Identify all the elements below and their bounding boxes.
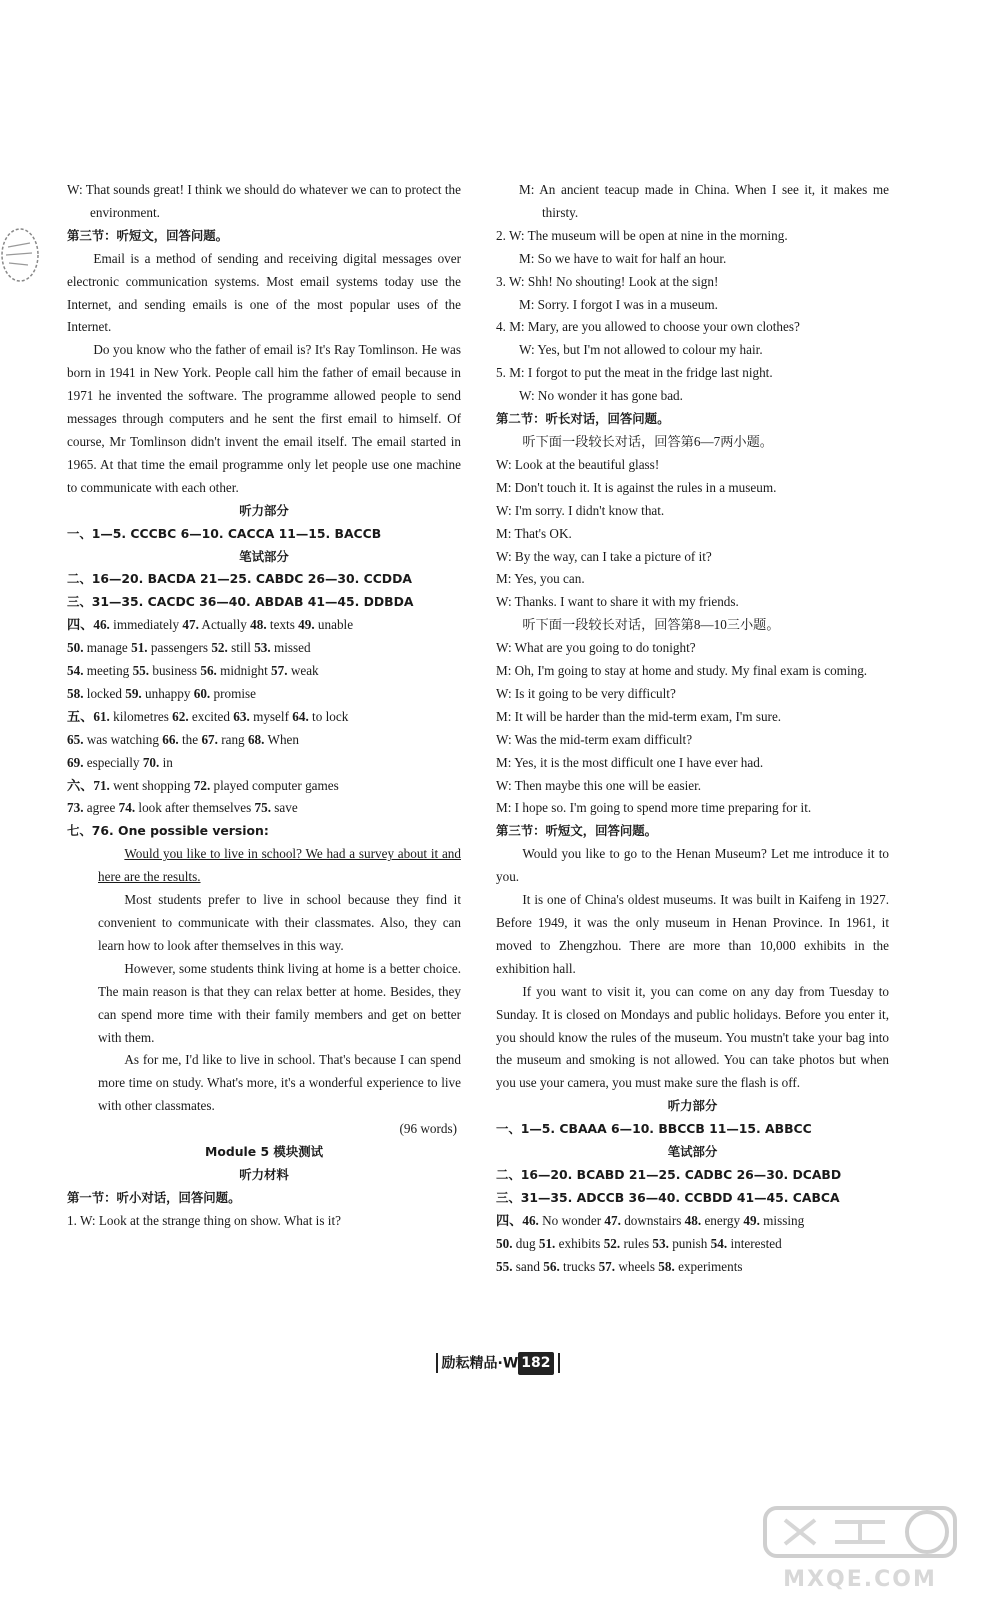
text-line: 听力部分 bbox=[239, 502, 289, 518]
margin-stamp-icon bbox=[0, 225, 44, 285]
text-line: 三、31—35. CACDC 36—40. ABDAB 41—45. DDBDA bbox=[67, 594, 414, 610]
text-line: It is one of China's oldest museums. It was built in Kaifeng in 1927. Before 1949, it was the only museum in Henan Province. In 1961, it moved to Zhengzhou. There are more than 10,000 exhibits in the exhibition hall. bbox=[496, 892, 889, 976]
text-line: As for me, I'd like to live in school. That's because I can spend more time on study. What's more, it's a wonderful experience to live with other classmates. bbox=[98, 1052, 461, 1114]
text-line: (96 words) bbox=[399, 1121, 457, 1137]
model-essay bbox=[67, 843, 461, 1141]
text-line: 第二节：听长对话，回答问题。 bbox=[496, 411, 670, 427]
text-line: Would you like to live in school? We had a survey about it and here are the results. bbox=[98, 846, 461, 885]
text-line: 三、31—35. ADCCB 36—40. CCBDD 41—45. CABCA bbox=[496, 1189, 840, 1205]
text-line: Email is a method of sending and receiving digital messages over electronic communication systems. Most email systems today use the Internet, and sending emails is one of the most popular uses of the Internet. bbox=[67, 250, 461, 335]
text-line: 54. meeting 55. business 56. midnight 57. weak bbox=[67, 663, 319, 679]
text-line: 一、1—5. CBAAA 6—10. BBCCB 11—15. ABBCC bbox=[496, 1121, 812, 1137]
text-line: 四、46. immediately 47. Actually 48. texts 49. unable bbox=[67, 617, 354, 633]
text-line: 笔试部分 bbox=[239, 548, 289, 564]
right-column bbox=[496, 179, 889, 1279]
watermark-logo-icon bbox=[755, 1500, 965, 1595]
text-line: 4. M: Mary, are you allowed to choose your own clothes? bbox=[496, 319, 800, 335]
text-line: Do you know who the father of email is? It's Ray Tomlinson. He was born in 1941 in New York. People call him the father of email because in 1971 he invented the software. The programme allowed people to send messages through computers and he sent the first email to himself. Of course, Mr Tomlinson didn't invent the email itself. The email started in 1965. At that time the email programme only let people use one machine to communicate with each other. bbox=[67, 342, 461, 495]
text-line: M: It will be harder than the mid-term exam, I'm sure. bbox=[496, 708, 782, 724]
text-line: M: Don't touch it. It is against the rules in a museum. bbox=[496, 479, 777, 495]
text-line: If you want to visit it, you can come on any day from Tuesday to Sunday. It is closed on Mondays and public holidays. Before you enter it, you should know the rules of the museum. You mustn't take your bag into the museum and smoking is not allowed. You can take photos but when you use your camera, you must make sure the flash is off. bbox=[496, 983, 889, 1091]
text-line: 二、16—20. BACDA 21—25. CABDC 26—30. CCDDA bbox=[67, 571, 412, 587]
text-line: 73. agree 74. look after themselves 75. save bbox=[67, 800, 298, 816]
text-line: 五、61. kilometres 62. excited 63. myself 64. to lock bbox=[67, 708, 349, 724]
text-line: 二、16—20. BCABD 21—25. CADBC 26—30. DCABD bbox=[496, 1166, 842, 1182]
text-line: M: Yes, you can. bbox=[496, 571, 585, 587]
text-line: 第一节：听小对话，回答问题。 bbox=[67, 1189, 241, 1205]
text-line: 听下面一段较长对话，回答第8—10三小题。 bbox=[522, 617, 780, 633]
text-line: Module 5 模块测试 bbox=[205, 1144, 323, 1160]
page-number: 182 bbox=[518, 1352, 553, 1375]
text-line: 55. sand 56. trucks 57. wheels 58. experiments bbox=[496, 1258, 743, 1274]
text-line: M: Sorry. I forgot I was in a museum. bbox=[519, 296, 718, 312]
footer-bar-right bbox=[558, 1353, 560, 1373]
text-line: Would you like to go to the Henan Museum? Let me introduce it to you. bbox=[496, 846, 889, 885]
text-line: W: Look at the beautiful glass! bbox=[496, 456, 660, 472]
text-line: M: Yes, it is the most difficult one I have ever had. bbox=[496, 754, 764, 770]
text-line: 第三节：听短文，回答问题。 bbox=[496, 823, 658, 839]
text-line: 2. W: The museum will be open at nine in the morning. bbox=[496, 227, 788, 243]
text-line: 四、46. No wonder 47. downstairs 48. energy 49. missing bbox=[496, 1212, 805, 1228]
text-line: However, some students think living at home is a better choice. The main reason is that they can relax better at home. Besides, they can spend more time with their family members and get on better with them. bbox=[98, 960, 461, 1045]
text-line: M: I hope so. I'm going to spend more time preparing for it. bbox=[496, 800, 812, 816]
text-line: 1. W: Look at the strange thing on show. What is it? bbox=[67, 1212, 341, 1228]
text-line: 听下面一段较长对话，回答第6—7两小题。 bbox=[522, 433, 773, 449]
text-line: W: Thanks. I want to share it with my friends. bbox=[496, 594, 739, 610]
text-line: M: An ancient teacup made in China. When I see it, it makes me thirsty. bbox=[519, 182, 889, 220]
text-line: M: That's OK. bbox=[496, 525, 572, 541]
text-line: 3. W: Shh! No shouting! Look at the sign! bbox=[496, 273, 719, 289]
text-line: 50. dug 51. exhibits 52. rules 53. punish 54. interested bbox=[496, 1235, 782, 1251]
text-line: 5. M: I forgot to put the meat in the fridge last night. bbox=[496, 365, 773, 381]
left-column bbox=[67, 179, 461, 1233]
text-line: 一、1—5. CCCBC 6—10. CACCA 11—15. BACCB bbox=[67, 525, 382, 541]
text-line: 六、71. went shopping 72. played computer games bbox=[67, 777, 339, 793]
text-line: 听力材料 bbox=[239, 1166, 289, 1182]
text-line: 七、76. One possible version: bbox=[67, 823, 269, 839]
text-line: W: What are you going to do tonight? bbox=[496, 640, 696, 656]
text-line: W: No wonder it has gone bad. bbox=[519, 388, 683, 404]
text-line: M: So we have to wait for half an hour. bbox=[519, 250, 727, 266]
text-line: 69. especially 70. in bbox=[67, 754, 173, 770]
text-line: 65. was watching 66. the 67. rang 68. When bbox=[67, 731, 299, 747]
footer-brand: 励耘精品·W bbox=[441, 1355, 519, 1372]
text-line: 听力部分 bbox=[667, 1098, 718, 1114]
text-line: 笔试部分 bbox=[667, 1144, 718, 1160]
page-footer bbox=[0, 1352, 995, 1375]
text-line: Most students prefer to live in school because they find it convenient to communicate with their classmates. Also, they can learn how to look after themselves in this way. bbox=[98, 892, 461, 953]
text-line: W: By the way, can I take a picture of it? bbox=[496, 548, 712, 564]
footer-bar-left bbox=[436, 1353, 438, 1373]
text-line: 第三节：听短文，回答问题。 bbox=[67, 227, 229, 243]
text-line: 50. manage 51. passengers 52. still 53. missed bbox=[67, 640, 311, 656]
text-line: W: Is it going to be very difficult? bbox=[496, 685, 676, 701]
text-line: W: I'm sorry. I didn't know that. bbox=[496, 502, 665, 518]
text-line: W: Then maybe this one will be easier. bbox=[496, 777, 702, 793]
text-line: W: That sounds great! I think we should do whatever we can to protect the environment. bbox=[67, 182, 461, 220]
text-line: W: Was the mid-term exam difficult? bbox=[496, 731, 693, 747]
text-line: 58. locked 59. unhappy 60. promise bbox=[67, 685, 257, 701]
text-line: W: Yes, but I'm not allowed to colour my hair. bbox=[519, 342, 763, 358]
watermark-text: MXQE.COM bbox=[783, 1567, 937, 1592]
text-line: M: Oh, I'm going to stay at home and study. My final exam is coming. bbox=[496, 663, 868, 679]
